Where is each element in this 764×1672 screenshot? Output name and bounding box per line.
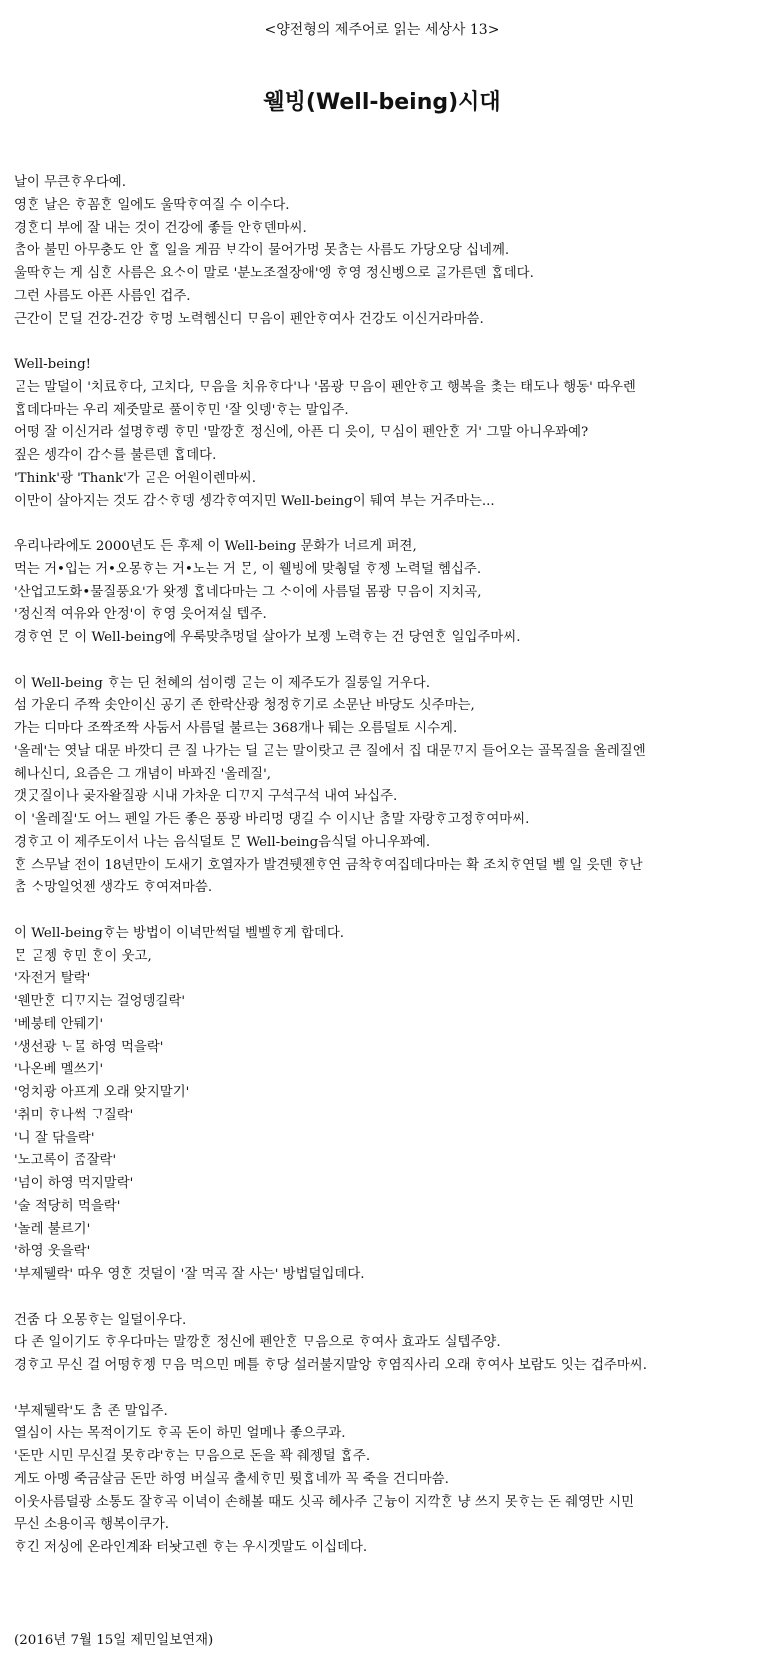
text-line: 건줌 다 오몽ᄒᆞ는 일덜이우다. — [14, 1312, 187, 1328]
paragraph-5 — [14, 923, 754, 1287]
text-line: 열심이 사는 목적이기도 ᄒᆞ곡 돈이 하민 얼메나 좋으쿠과. — [14, 1426, 346, 1442]
text-line: 갯ᄀᆞᆺ질이나 곶자왈질광 시내 가차운 디ᄁᆞ지 구석구석 내여 놔십주. — [14, 789, 398, 805]
list-line: '자전거 탈락' — [14, 971, 91, 987]
list-line: '웬만ᄒᆞᆫ 디ᄁᆞ지는 걸엉뎅길락' — [14, 994, 186, 1009]
text-line: 섬 가운디 주짝 솟안이신 공기 존 한락산광 청정ᄒᆞ기로 소문난 바당도 싯주마는, — [14, 698, 475, 714]
text-line: 게도 아멩 죽금살금 돈만 하영 버실곡 출세ᄒᆞ민 뭣ᄒᆞᆸ네까 꼭 죽을 건디마씀. — [14, 1471, 449, 1487]
text-line: 그런 사름도 아픈 사름인 겁주. — [14, 288, 191, 304]
text-line: '부제뒐락' 따우 영ᄒᆞᆫ 것덜이 '잘 먹곡 잘 사는' 방법덜입데다. — [14, 1267, 365, 1282]
text-line: '부제뒐락'도 ᄎᆞᆷ 존 말입주. — [14, 1403, 168, 1419]
text-line: '돈만 시민 무신걸 못ᄒᆞ랴'ᄒᆞ는 ᄆᆞ음으로 돈을 꽉 줴젱덜 ᄒᆞᆸ주. — [14, 1449, 371, 1464]
text-line: 경ᄒᆞ연 ᄆᆞᆫ 이 Well-being에 우룩맞추멍덜 살아가 보젱 노력ᄒᆞ는 건 당연ᄒᆞᆫ 일입주마씨. — [14, 630, 521, 645]
paragraph-2 — [14, 354, 754, 513]
article-body — [14, 172, 754, 1583]
text-line: '올레'는 엿날 대문 바깟디 큰 질 나가는 딜 ᄀᆞᆮ는 말이랏고 큰 질에서 집 대문ᄁᆞ지 들어오는 골목질을 올레질엔 — [14, 743, 646, 759]
text-line: '산업고도화•물질풍요'가 왓젱 ᄒᆞᆸ네다마는 그 ᄉᆞ이에 사름덜 몸광 ᄆᆞ음이 지치곡, — [14, 584, 482, 600]
list-line: '엉치광 아프게 오래 앚지말기' — [14, 1085, 190, 1100]
list-line: '베붕테 안뒈기' — [14, 1016, 104, 1032]
list-line: '나온베 멜쓰기' — [14, 1062, 104, 1078]
paragraph-7 — [14, 1401, 754, 1560]
list-line: '넘이 하영 먹지말락' — [14, 1176, 134, 1191]
list-line: '취미 ᄒᆞ나썩 ᄀᆞ질락' — [14, 1107, 134, 1123]
list-line: '하영 웃을락' — [14, 1244, 91, 1260]
text-line: 경ᄒᆞ고 이 제주도이서 나는 음식덜토 ᄆᆞᆫ Well-being음식덜 아니우꽈예. — [14, 834, 431, 850]
list-line: '노고록이 ᄌᆞᆷ잘락' — [14, 1153, 117, 1169]
text-line: '정신적 여유와 안정'이 ᄒᆞ영 읏어져실 텝주. — [14, 607, 267, 623]
text-line: 경ᄒᆞᆫ디 부에 잘 내는 것이 건강에 좋들 안ᄒᆞ덴마씨. — [14, 220, 307, 236]
text-line: 이 Well-being ᄒᆞ는 딘 천혜의 섬이렝 ᄀᆞᆮ는 이 제주도가 질룽일 거우다. — [14, 675, 430, 691]
text-line: 짚은 셍각이 감ᄉᆞ를 불른덴 ᄒᆞᆸ데다. — [14, 448, 217, 463]
text-line: ᄎᆞᆷ아 불민 아무충도 안 ᄒᆞᆯ 일을 게끔 ᄇᆞ각이 물어가멍 못ᄎᆞᆷ는 사름도 가당오당 십네께. — [14, 243, 510, 259]
text-line: ᄒᆞᆸ데다마는 우리 제줏말로 풀이ᄒᆞ민 '잘 잇뎅'ᄒᆞ는 말입주. — [14, 402, 349, 418]
text-line: 이웃사름덜광 소통도 잘ᄒᆞ곡 이녁이 손해볼 때도 싯곡 헤사주 ᄀᆞᆫ늉이 지깍ᄒᆞᆫ 냥 쓰지 못ᄒᆞ는 돈 줴영만 시민 — [14, 1494, 635, 1510]
text-line: 가는 디마다 조짝조짝 사둠서 사름덜 불르는 368개나 뒈는 오름덜토 시수게. — [14, 721, 458, 736]
paragraph-6 — [14, 1310, 754, 1378]
text-line: ᄒᆞ긴 저싱에 온라인계좌 터놧고렌 ᄒᆞ는 우시겟말도 이십데다. — [14, 1540, 368, 1555]
paragraph-4 — [14, 673, 754, 901]
text-line: 근간이 ᄆᆞᆫ딜 건강-건강 ᄒᆞ멍 노력헴신디 ᄆᆞ음이 펜안ᄒᆞ여사 건강도 이신거라마씀. — [14, 311, 484, 327]
publication-note: (2016년 7월 15일 제민일보연재) — [14, 1633, 214, 1648]
text-line: ᄒᆞᆫ 스무날 전이 18년만이 도새기 호열자가 발견뒛젠ᄒᆞ연 금착ᄒᆞ여집데다마는 확 조치ᄒᆞ연덜 벨 일 읏덴 ᄒᆞ난 — [14, 857, 643, 873]
text-line: 무신 소용이곡 행복이쿠가. — [14, 1517, 170, 1533]
text-line: Well-being! — [14, 357, 92, 372]
text-line: 이 '올레질'도 어느 펜일 가든 좋은 풍광 바리멍 댕길 수 이시난 ᄎᆞᆷ말 자랑ᄒᆞ고정ᄒᆞ여마씨. — [14, 812, 530, 827]
article-title: 웰빙(Well-being)시대 — [263, 90, 501, 115]
text-line: 헤나신디, 요즘은 그 개념이 바꽈진 '올레질', — [14, 766, 272, 782]
list-line: '술 적당히 먹을락' — [14, 1198, 121, 1214]
text-line: 날이 무큰ᄒᆞ우다예. — [14, 175, 126, 190]
text-line: 먹는 거•입는 거•오몽ᄒᆞ는 거•노는 거 ᄆᆞᆫ, 이 웰빙에 맞췅덜 ᄒᆞ젱 노력덜 헴십주. — [14, 561, 482, 577]
text-line: 어떵 잘 이신거라 설명ᄒᆞ렝 ᄒᆞ민 '말깡ᄒᆞᆫ 정신에, 아픈 디 읏이, ᄆᆞ심이 펜안ᄒᆞᆫ 거' 그말 아니우꽈예? — [14, 425, 589, 441]
text-line: ᄆᆞᆫ ᄀᆞᆮ젱 ᄒᆞ민 ᄒᆞᆫ이 웃고, — [14, 948, 152, 964]
paragraph-3 — [14, 536, 754, 650]
text-line: 울딱ᄒᆞ는 게 심ᄒᆞᆫ 사름은 요ᄉᆞ이 말로 '분노조절장애'엥 ᄒᆞ영 정신벵으로 ᄀᆞᆯ가른덴 ᄒᆞᆸ데다. — [14, 266, 534, 281]
list-line: '놀레 불르기' — [14, 1221, 91, 1237]
text-line: 이만이 살아지는 것도 감ᄉᆞᄒᆞ뎅 셍각ᄒᆞ여지민 Well-being이 뒈여 부는 거주마는... — [14, 493, 495, 509]
series-heading: <양전형의 제주어로 읽는 세상사 13> — [264, 22, 500, 38]
text-line: 영ᄒᆞᆫ 날은 ᄒᆞ꼼ᄒᆞᆫ 일에도 울딱ᄒᆞ여질 수 이수다. — [14, 197, 290, 213]
text-line: ᄎᆞᆷ ᄉᆞ망일엇젠 생각도 ᄒᆞ여져마씀. — [14, 880, 213, 896]
text-line: 이 Well-beingᄒᆞ는 방법이 이녁만썩덜 벨벨ᄒᆞ게 합데다. — [14, 925, 345, 941]
text-line: 다 존 일이기도 ᄒᆞ우다마는 말깡ᄒᆞᆫ 정신에 펜안ᄒᆞᆫ ᄆᆞ음으로 ᄒᆞ여사 효과도 실텝주양. — [14, 1335, 501, 1351]
paragraph-1 — [14, 172, 754, 331]
text-line: 우리나라에도 2000년도 든 후제 이 Well-being 문화가 너르게 퍼젼, — [14, 539, 417, 554]
text-line: ᄀᆞᆮ는 말덜이 '치료ᄒᆞ다, 고치다, ᄆᆞ음을 치유ᄒᆞ다'나 '몸광 ᄆᆞ음이 펜안ᄒᆞ고 행복을 ᄎᆞᆽ는 태도나 행동' 따우렌 — [14, 379, 636, 395]
list-line: '생선광 ᄂᆞᄆᆞᆯ 하영 먹을락' — [14, 1039, 164, 1055]
text-line: 'Think'광 'Thank'가 ᄀᆞᆮ은 어원이렌마씨. — [14, 470, 256, 486]
text-line: 경ᄒᆞ고 무신 걸 어떵ᄒᆞ젱 ᄆᆞ음 먹으민 메틀 ᄒᆞ당 설러불지말앙 ᄒᆞ염직사리 오래 ᄒᆞ여사 보람도 잇는 겁주마씨. — [14, 1358, 647, 1373]
list-line: '니 잘 닦을락' — [14, 1130, 95, 1146]
